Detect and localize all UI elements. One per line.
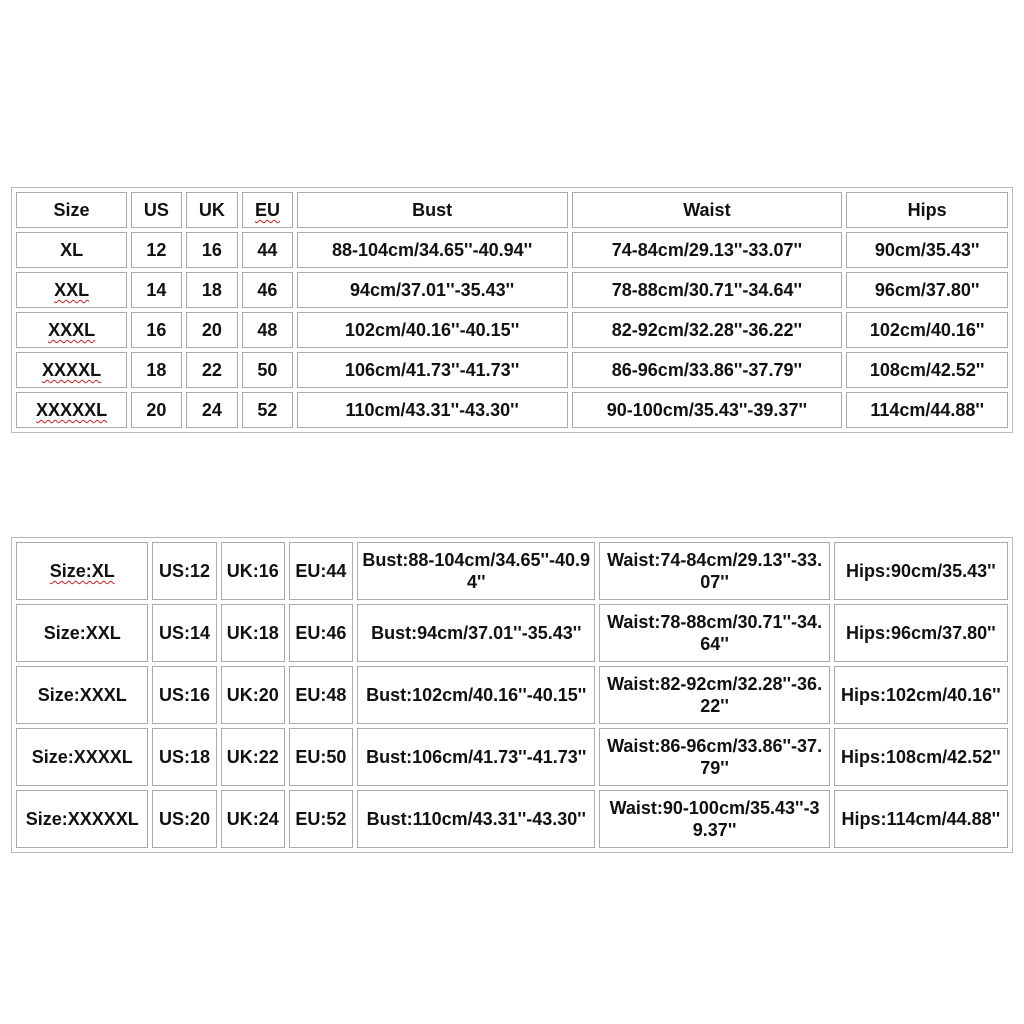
size-cell: Size:XXXXXL (16, 790, 148, 848)
header-us: US (131, 192, 182, 228)
bust-cell: Bust:102cm/40.16''-40.15'' (357, 666, 595, 724)
us-cell: 14 (131, 272, 182, 308)
table-row (16, 728, 1008, 786)
bust-cell: 106cm/41.73''-41.73'' (297, 352, 568, 388)
table-row (16, 272, 1008, 308)
us-cell: US:18 (152, 728, 216, 786)
hips-cell: Hips:96cm/37.80'' (834, 604, 1008, 662)
us-cell: US:20 (152, 790, 216, 848)
table-row (16, 542, 1008, 600)
eu-cell: 48 (242, 312, 293, 348)
us-cell: 18 (131, 352, 182, 388)
table-row (16, 392, 1008, 428)
waist-cell: Waist:90-100cm/35.43''-39.37'' (599, 790, 829, 848)
uk-cell: UK:22 (221, 728, 285, 786)
us-cell: US:12 (152, 542, 216, 600)
waist-cell: 78-88cm/30.71''-34.64'' (572, 272, 843, 308)
bust-cell: Bust:110cm/43.31''-43.30'' (357, 790, 595, 848)
eu-cell: EU:50 (289, 728, 353, 786)
bust-cell: Bust:88-104cm/34.65''-40.94'' (357, 542, 595, 600)
uk-cell: 22 (186, 352, 239, 388)
table-header-row (16, 192, 1008, 228)
eu-cell: 46 (242, 272, 293, 308)
hips-cell: 102cm/40.16'' (846, 312, 1008, 348)
bust-cell: 110cm/43.31''-43.30'' (297, 392, 568, 428)
header-uk: UK (186, 192, 239, 228)
size-chart-table-compact (11, 187, 1013, 433)
size-cell: Size:XXL (16, 604, 148, 662)
bust-cell: Bust:106cm/41.73''-41.73'' (357, 728, 595, 786)
hips-cell: 108cm/42.52'' (846, 352, 1008, 388)
size-cell: XXL (16, 272, 127, 308)
eu-cell: 50 (242, 352, 293, 388)
uk-cell: UK:18 (221, 604, 285, 662)
size-chart-table-labeled (11, 537, 1013, 853)
table-row (16, 790, 1008, 848)
eu-cell: EU:44 (289, 542, 353, 600)
header-size: Size (16, 192, 127, 228)
us-cell: US:16 (152, 666, 216, 724)
eu-cell: EU:48 (289, 666, 353, 724)
size-cell: XXXL (16, 312, 127, 348)
waist-cell: Waist:78-88cm/30.71''-34.64'' (599, 604, 829, 662)
waist-cell: 74-84cm/29.13''-33.07'' (572, 232, 843, 268)
table-row (16, 352, 1008, 388)
eu-cell: EU:52 (289, 790, 353, 848)
eu-cell: 44 (242, 232, 293, 268)
hips-cell: 90cm/35.43'' (846, 232, 1008, 268)
bust-cell: 88-104cm/34.65''-40.94'' (297, 232, 568, 268)
waist-cell: 82-92cm/32.28''-36.22'' (572, 312, 843, 348)
waist-cell: 90-100cm/35.43''-39.37'' (572, 392, 843, 428)
uk-cell: 16 (186, 232, 239, 268)
size-cell: Size:XXXXL (16, 728, 148, 786)
hips-cell: 96cm/37.80'' (846, 272, 1008, 308)
size-cell: Size:XL (16, 542, 148, 600)
header-bust: Bust (297, 192, 568, 228)
header-eu: EU (242, 192, 293, 228)
eu-cell: EU:46 (289, 604, 353, 662)
uk-cell: 18 (186, 272, 239, 308)
uk-cell: UK:20 (221, 666, 285, 724)
hips-cell: Hips:102cm/40.16'' (834, 666, 1008, 724)
waist-cell: Waist:86-96cm/33.86''-37.79'' (599, 728, 829, 786)
header-waist: Waist (572, 192, 843, 228)
waist-cell: Waist:74-84cm/29.13''-33.07'' (599, 542, 829, 600)
table-row (16, 666, 1008, 724)
eu-cell: 52 (242, 392, 293, 428)
us-cell: 16 (131, 312, 182, 348)
size-cell: XL (16, 232, 127, 268)
waist-cell: 86-96cm/33.86''-37.79'' (572, 352, 843, 388)
us-cell: 12 (131, 232, 182, 268)
hips-cell: Hips:108cm/42.52'' (834, 728, 1008, 786)
uk-cell: 24 (186, 392, 239, 428)
us-cell: 20 (131, 392, 182, 428)
us-cell: US:14 (152, 604, 216, 662)
uk-cell: UK:24 (221, 790, 285, 848)
uk-cell: 20 (186, 312, 239, 348)
bust-cell: Bust:94cm/37.01''-35.43'' (357, 604, 595, 662)
size-cell: XXXXXL (16, 392, 127, 428)
table-row (16, 604, 1008, 662)
hips-cell: Hips:114cm/44.88'' (834, 790, 1008, 848)
table-row (16, 312, 1008, 348)
header-hips: Hips (846, 192, 1008, 228)
bust-cell: 94cm/37.01''-35.43'' (297, 272, 568, 308)
hips-cell: Hips:90cm/35.43'' (834, 542, 1008, 600)
bust-cell: 102cm/40.16''-40.15'' (297, 312, 568, 348)
waist-cell: Waist:82-92cm/32.28''-36.22'' (599, 666, 829, 724)
table-row (16, 232, 1008, 268)
uk-cell: UK:16 (221, 542, 285, 600)
size-cell: XXXXL (16, 352, 127, 388)
size-cell: Size:XXXL (16, 666, 148, 724)
hips-cell: 114cm/44.88'' (846, 392, 1008, 428)
